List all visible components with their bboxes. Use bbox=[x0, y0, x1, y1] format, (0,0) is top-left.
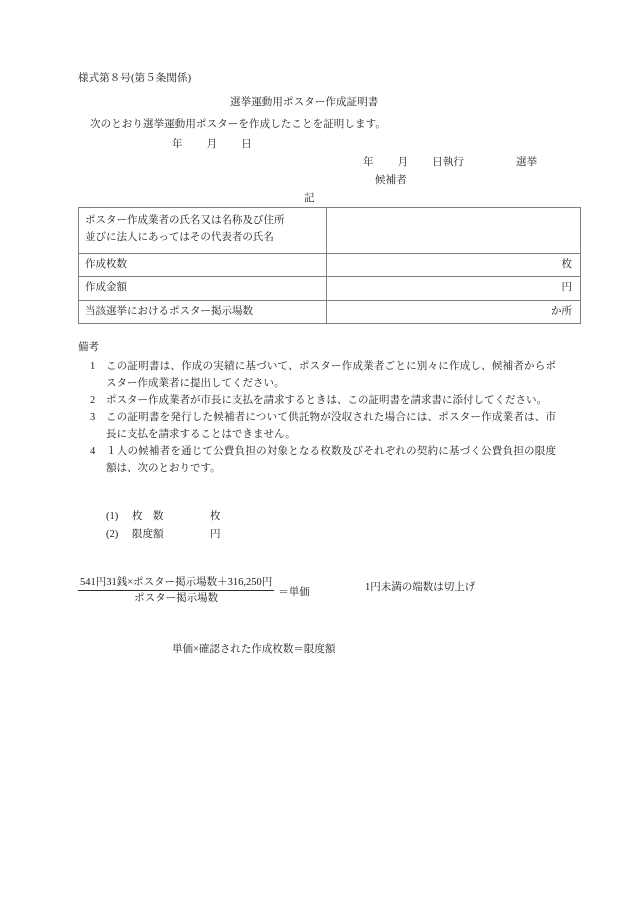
remark-item bbox=[78, 443, 556, 477]
remark-item-text: この証明書を発行した候補者について供託物が没収された場合には、ポスター作成業者は、市長に支払を請求することはできません。 bbox=[106, 412, 556, 440]
election-label: 選挙 bbox=[516, 157, 538, 168]
table-row-value[interactable]: 円 bbox=[327, 277, 581, 300]
issue-date-year-label: 年 bbox=[172, 139, 183, 150]
sub-item-number: (2) bbox=[106, 529, 119, 541]
sub-item-unit: 枚 bbox=[210, 511, 221, 522]
fraction-row bbox=[78, 576, 310, 606]
table-row-label: 当該選挙におけるポスター掲示場数 bbox=[79, 300, 327, 323]
unit-price-formula bbox=[78, 576, 310, 606]
remark-item-number: 1 bbox=[90, 361, 96, 372]
remark-sub-items bbox=[78, 508, 221, 544]
limit-amount-formula: 単価×確認された作成枚数＝限度額 bbox=[172, 644, 336, 655]
remark-item-text: この証明書は、作成の実績に基づいて、ポスター作成業者ごとに別々に作成し、候補者からポスター作成業者に提出してください。 bbox=[106, 361, 556, 389]
execution-month-label: 月 bbox=[397, 157, 409, 168]
execution-year-label: 年 bbox=[363, 157, 374, 168]
remark-item-number: 3 bbox=[90, 412, 96, 423]
remark-item bbox=[78, 409, 556, 443]
fraction bbox=[78, 576, 274, 606]
sub-item-unit: 円 bbox=[210, 529, 221, 541]
candidate-label: 候補者 bbox=[375, 175, 407, 186]
table-row bbox=[79, 254, 581, 277]
fraction-numerator: 541円31銭×ポスター掲示場数＋316,250円 bbox=[80, 577, 273, 588]
table-row-value[interactable]: か所 bbox=[327, 300, 581, 323]
table-row-label-line2: 並びに法人にあってはその代表者の氏名 bbox=[85, 232, 274, 243]
table-row bbox=[79, 208, 581, 254]
ki-mark: 記 bbox=[304, 193, 315, 204]
certificate-table bbox=[78, 207, 581, 324]
execution-day-label: 日執行 bbox=[432, 157, 465, 168]
remark-item-text: ポスター作成業者が市長に支払を請求するときは、この証明書を請求書に添付してください。 bbox=[106, 395, 547, 406]
sub-item bbox=[78, 526, 221, 544]
sub-item-label: 枚 数 bbox=[132, 511, 164, 522]
table-row-value[interactable] bbox=[327, 208, 581, 254]
sub-item-label: 限度額 bbox=[132, 529, 164, 541]
table-row-label: 作成枚数 bbox=[79, 254, 327, 277]
fraction-denominator: ポスター掲示場数 bbox=[134, 593, 219, 605]
remark-item-number: 4 bbox=[90, 446, 96, 457]
remark-item-number: 2 bbox=[90, 395, 96, 406]
issue-date-month-label: 月 bbox=[206, 139, 218, 150]
table-row-label bbox=[79, 208, 327, 254]
remark-item bbox=[78, 358, 556, 392]
sub-item bbox=[78, 508, 221, 526]
rounding-note: 1円未満の端数は切上げ bbox=[365, 582, 476, 593]
table-row bbox=[79, 300, 581, 323]
form-number: 様式第８号(第５条関係) bbox=[78, 73, 192, 84]
document-title: 選挙運動用ポスター作成証明書 bbox=[230, 97, 379, 108]
election-execution-line bbox=[363, 158, 537, 169]
table-row bbox=[79, 277, 581, 300]
table-row-label: 作成金額 bbox=[79, 277, 327, 300]
remark-item-text: １人の候補者を通じて公費負担の対象となる枚数及びそれぞれの契約に基づく公費負担の限度額は、次のとおりです。 bbox=[106, 446, 556, 474]
issue-date-line bbox=[172, 140, 252, 151]
issue-date-day-label: 日 bbox=[241, 139, 252, 150]
remarks-heading: 備考 bbox=[78, 342, 100, 353]
table-row-label-line1: ポスター作成業者の氏名又は名称及び住所 bbox=[85, 215, 285, 226]
lead-sentence: 次のとおり選挙運動用ポスターを作成したことを証明します。 bbox=[90, 119, 386, 130]
table-row-value[interactable]: 枚 bbox=[327, 254, 581, 277]
sub-item-number: (1) bbox=[106, 511, 119, 522]
remarks-list bbox=[78, 358, 556, 477]
formula-result: ＝単価 bbox=[278, 586, 310, 598]
remark-item bbox=[78, 392, 556, 409]
